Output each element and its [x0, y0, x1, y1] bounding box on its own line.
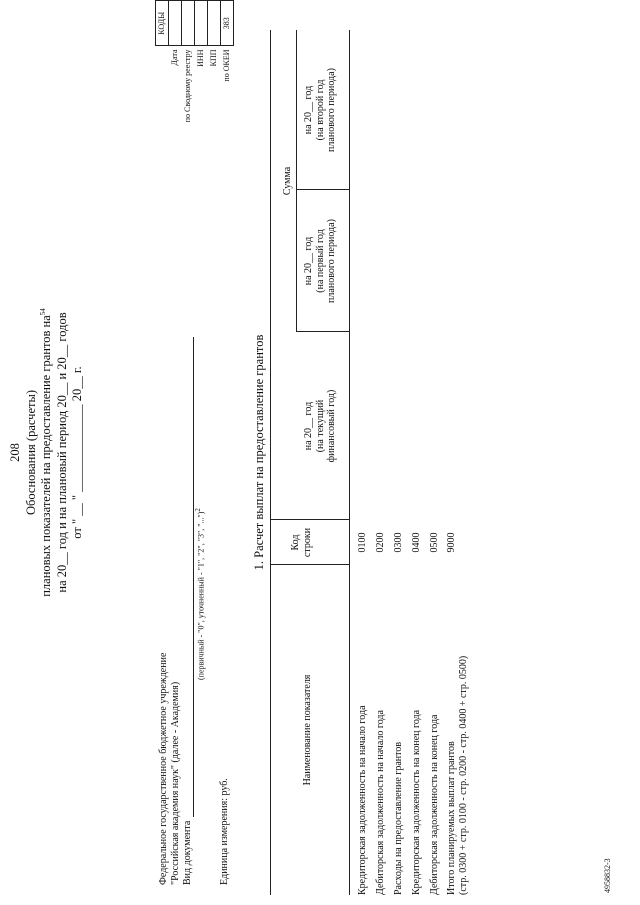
codes-box — [155, 0, 234, 150]
row-name: Кредиторская задолженность на начало года — [357, 705, 369, 895]
table-row — [354, 30, 372, 895]
footer-code: 4958832-3 — [603, 858, 612, 893]
row-name: Итого планируемых выплат грантов (стр. 0300 + стр. 0100 - стр. 0200 - стр. 0400 + стр. 0500) — [446, 655, 469, 895]
row-code: 0300 — [393, 532, 405, 553]
col-header-code: Код строки — [290, 527, 313, 558]
title-line-2: плановых показателей на предоставление грантов $на^{54}$ — [39, 308, 54, 597]
codes-value-okei: 383 — [221, 1, 234, 47]
row-code: 0500 — [429, 532, 441, 553]
col-header-year-2: на 20__ год (на первый год планового периода) — [303, 219, 337, 303]
org-block — [158, 325, 231, 885]
page-number: 208 — [8, 443, 22, 462]
title-line-1: Обоснования (расчеты) — [24, 389, 38, 516]
row-name: Кредиторская задолженность на конец года — [411, 709, 423, 895]
table-row — [390, 30, 408, 895]
title-footnote: 54 — [39, 308, 48, 316]
table-top-border — [270, 30, 271, 895]
org-line-1: Федеральное государственное бюджетное учреждение — [158, 652, 169, 885]
table-row — [446, 30, 469, 895]
title-date-line: от " __ " ______________ 20__ г. — [69, 366, 84, 539]
table-row — [408, 30, 426, 895]
row-name: Расходы на предоставление грантов — [393, 741, 405, 895]
col-header-year-1: на 20__ год (на текущий финансовый год) — [303, 389, 337, 463]
calc-table-body — [354, 30, 469, 895]
unit-label: Единица измерения: руб. — [219, 778, 231, 885]
row-code: 0100 — [357, 532, 369, 553]
doc-type-hint: (первичный - "0", уточненный - "1", "2", "3", "...")$^2$ — [193, 508, 206, 680]
col-header-year-3: на 20__ год (на второй год планового периода) — [303, 68, 337, 152]
codes-label-okei: по ОКЕИ — [222, 49, 232, 82]
row-name: Дебиторская задолженность на конец года — [429, 714, 441, 895]
codes-label-inn: ИНН — [196, 49, 206, 67]
org-line-2: "Российская академия наук" (далее - Академия) — [169, 681, 181, 885]
codes-value-registry — [182, 1, 195, 47]
col-header-sum: Сумма — [282, 166, 293, 196]
codes-label-kpp: КПП — [209, 49, 219, 67]
table-row — [426, 30, 444, 895]
table-row — [372, 30, 390, 895]
sum-underline — [296, 30, 297, 332]
codes-value-date — [169, 1, 182, 47]
document-title — [24, 200, 85, 705]
title-line-3: на 20__ год и на плановый период 20__ и 20__ годов — [54, 312, 69, 593]
calc-table-header — [270, 30, 352, 895]
codes-label-registry: по Сводному реестру — [183, 49, 193, 123]
row-name: Дебиторская задолженность на начало года — [375, 710, 387, 895]
row-code: 9000 — [446, 532, 457, 553]
section-title: 1. Расчет выплат на предоставление грантов — [252, 334, 266, 571]
codes-label-date: Дата — [170, 49, 180, 66]
codes-header: КОДЫ — [156, 1, 169, 47]
col-header-name: Наименование показателя — [302, 674, 313, 786]
row-code: 0200 — [375, 532, 387, 553]
doc-type-field[interactable] — [183, 337, 194, 817]
codes-value-inn — [195, 1, 208, 47]
codes-value-kpp — [208, 1, 221, 47]
row-code: 0400 — [411, 532, 423, 553]
doc-type-label: Вид документа — [182, 820, 193, 885]
table-header-bottom-border — [349, 30, 350, 895]
doc-type-row — [182, 325, 194, 885]
